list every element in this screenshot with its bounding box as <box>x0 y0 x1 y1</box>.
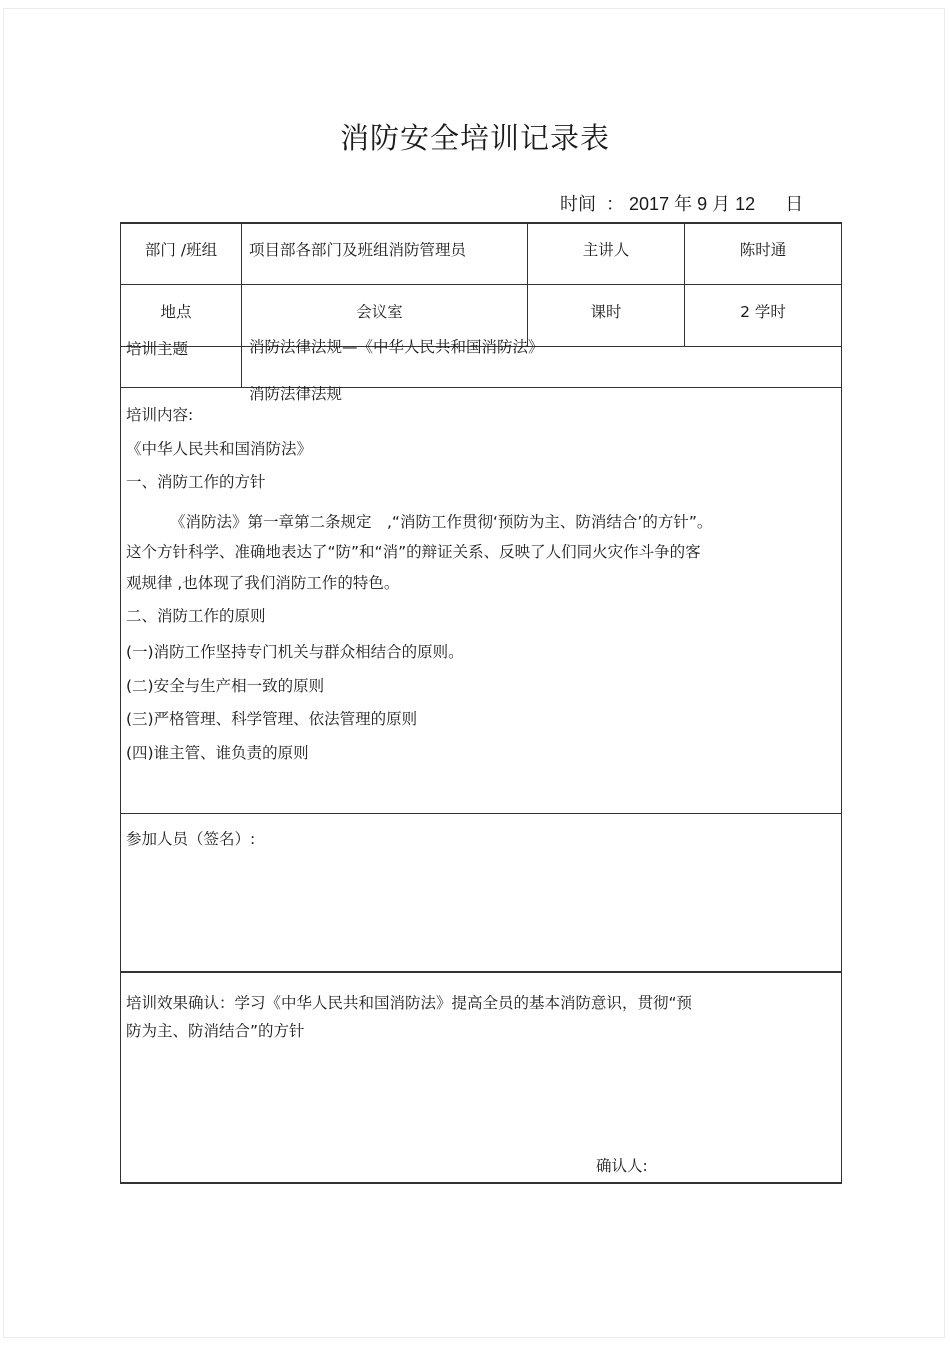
row-divider <box>120 284 842 285</box>
topic-value-secondary: 消防法律法规 <box>249 385 343 403</box>
date-label: 时间 <box>560 194 596 214</box>
date-year-unit: 年 <box>674 194 693 214</box>
effect-line: 防为主、防消结合”的方针 <box>126 1022 305 1040</box>
content-heading: 培训内容: <box>126 406 194 424</box>
hours-label: 课时 <box>590 303 622 321</box>
content-line: 《消防法》第一章第二条规定 ,“消防工作贯彻‘预防为主、防消结合’的方针”。 <box>170 513 713 531</box>
column-divider <box>527 222 528 347</box>
table-border-left <box>120 222 121 1184</box>
date-month: 9 <box>697 194 708 214</box>
place-label: 地点 <box>160 303 192 321</box>
hours-value: 2 学时 <box>740 303 786 321</box>
row-divider <box>120 387 842 388</box>
confirm-label: 确认人: <box>596 1157 648 1175</box>
topic-label: 培训主题 <box>126 340 189 358</box>
row-divider <box>120 813 842 814</box>
speaker-label: 主讲人 <box>582 241 630 259</box>
date-day-unit: 日 <box>785 194 804 214</box>
content-line: (二)安全与生产相一致的原则 <box>126 677 325 695</box>
date-day: 12 <box>735 194 756 214</box>
table-border-top <box>120 222 842 224</box>
dept-value: 项目部各部门及班组消防管理员 <box>249 241 467 259</box>
date-year: 2017 <box>629 194 670 214</box>
page-title: 消防安全培训记录表 <box>339 121 610 155</box>
content-line: (四)谁主管、谁负责的原则 <box>126 744 309 762</box>
date-colon: ： <box>606 194 625 214</box>
dept-label: 部门 /班组 <box>144 241 218 259</box>
topic-value: 消防法律法规—《中华人民共和国消防法》 <box>249 338 544 356</box>
content-line: (一)消防工作坚持专门机关与群众相结合的原则。 <box>126 643 464 661</box>
place-value: 会议室 <box>356 303 403 321</box>
date-month-unit: 月 <box>712 194 731 214</box>
content-line: (三)严格管理、科学管理、依法管理的原则 <box>126 710 418 728</box>
column-divider <box>684 222 685 347</box>
page-border <box>3 8 945 1338</box>
content-line: 一、消防工作的方针 <box>126 473 266 491</box>
content-line: 观规律 ,也体现了我们消防工作的特色。 <box>126 574 400 592</box>
table-border-right <box>841 222 842 1184</box>
participants-label: 参加人员（签名）: <box>126 830 256 848</box>
date-line <box>560 190 803 216</box>
speaker-value: 陈时通 <box>739 241 787 259</box>
row-divider <box>120 971 842 973</box>
table-border-bottom <box>120 1182 842 1184</box>
content-line: 《中华人民共和国消防法》 <box>126 440 313 458</box>
content-line: 这个方针科学、准确地表达了“防”和“消”的辩证关系、反映了人们同火灾作斗争的客 <box>126 543 701 561</box>
content-line: 二、消防工作的原则 <box>126 607 266 625</box>
effect-line: 培训效果确认：学习《中华人民共和国消防法》提高全员的基本消防意识，贯彻“预 <box>126 994 693 1012</box>
